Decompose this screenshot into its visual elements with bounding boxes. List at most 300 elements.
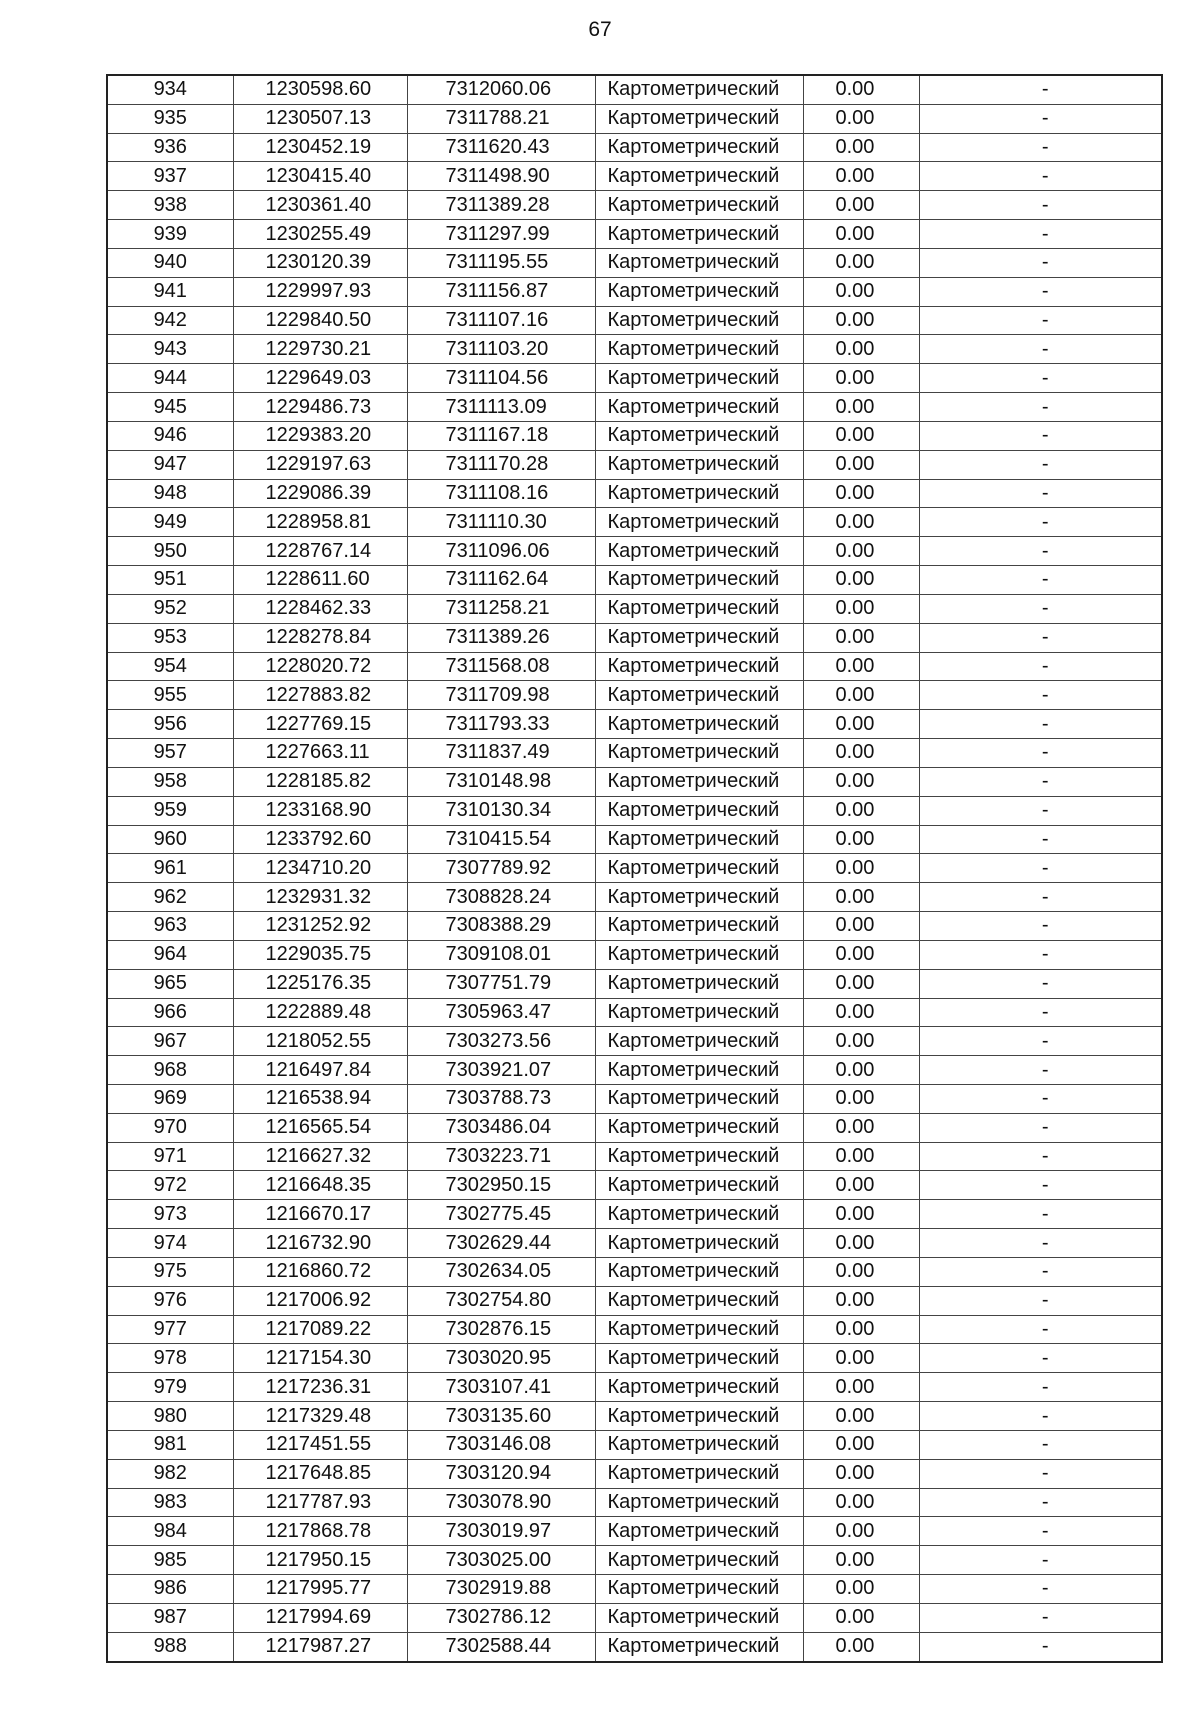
method-cell: Картометрический: [595, 479, 803, 508]
point-number-cell: 960: [107, 825, 233, 854]
error-cell: 0.00: [803, 508, 919, 537]
table-row: [107, 1286, 1162, 1315]
method-cell: Картометрический: [595, 998, 803, 1027]
x-coordinate-cell: 1217154.30: [233, 1344, 407, 1373]
x-coordinate-cell: 1230452.19: [233, 133, 407, 162]
note-cell: -: [919, 1575, 1162, 1604]
error-cell: 0.00: [803, 421, 919, 450]
x-coordinate-cell: 1230507.13: [233, 104, 407, 133]
table-row: [107, 537, 1162, 566]
error-cell: 0.00: [803, 1344, 919, 1373]
error-cell: 0.00: [803, 220, 919, 249]
error-cell: 0.00: [803, 335, 919, 364]
y-coordinate-cell: 7311107.16: [407, 306, 595, 335]
method-cell: Картометрический: [595, 1171, 803, 1200]
table-row: [107, 75, 1162, 104]
y-coordinate-cell: 7303025.00: [407, 1546, 595, 1575]
note-cell: -: [919, 566, 1162, 595]
x-coordinate-cell: 1228185.82: [233, 767, 407, 796]
point-number-cell: 976: [107, 1286, 233, 1315]
note-cell: -: [919, 1488, 1162, 1517]
table-row: [107, 739, 1162, 768]
point-number-cell: 987: [107, 1603, 233, 1632]
error-cell: 0.00: [803, 1459, 919, 1488]
note-cell: -: [919, 825, 1162, 854]
method-cell: Картометрический: [595, 1575, 803, 1604]
method-cell: Картометрический: [595, 1315, 803, 1344]
y-coordinate-cell: 7303921.07: [407, 1056, 595, 1085]
note-cell: -: [919, 1229, 1162, 1258]
note-cell: -: [919, 1056, 1162, 1085]
note-cell: -: [919, 594, 1162, 623]
note-cell: -: [919, 393, 1162, 422]
method-cell: Картометрический: [595, 594, 803, 623]
point-number-cell: 946: [107, 421, 233, 450]
error-cell: 0.00: [803, 854, 919, 883]
y-coordinate-cell: 7311096.06: [407, 537, 595, 566]
method-cell: Картометрический: [595, 104, 803, 133]
x-coordinate-cell: 1216670.17: [233, 1200, 407, 1229]
table-row: [107, 681, 1162, 710]
error-cell: 0.00: [803, 652, 919, 681]
y-coordinate-cell: 7311103.20: [407, 335, 595, 364]
table-row: [107, 479, 1162, 508]
table-row: [107, 652, 1162, 681]
error-cell: 0.00: [803, 825, 919, 854]
table-row: [107, 1517, 1162, 1546]
note-cell: -: [919, 681, 1162, 710]
error-cell: 0.00: [803, 1200, 919, 1229]
error-cell: 0.00: [803, 450, 919, 479]
method-cell: Картометрический: [595, 1488, 803, 1517]
point-number-cell: 937: [107, 162, 233, 191]
note-cell: -: [919, 1084, 1162, 1113]
coordinates-table-body: [107, 75, 1162, 1662]
point-number-cell: 942: [107, 306, 233, 335]
note-cell: -: [919, 1430, 1162, 1459]
y-coordinate-cell: 7311788.21: [407, 104, 595, 133]
method-cell: Картометрический: [595, 1344, 803, 1373]
table-row: [107, 1200, 1162, 1229]
method-cell: Картометрический: [595, 1546, 803, 1575]
point-number-cell: 964: [107, 940, 233, 969]
note-cell: -: [919, 710, 1162, 739]
table-row: [107, 1142, 1162, 1171]
table-row: [107, 1402, 1162, 1431]
note-cell: -: [919, 104, 1162, 133]
y-coordinate-cell: 7311837.49: [407, 739, 595, 768]
y-coordinate-cell: 7311297.99: [407, 220, 595, 249]
x-coordinate-cell: 1228020.72: [233, 652, 407, 681]
point-number-cell: 940: [107, 248, 233, 277]
note-cell: -: [919, 479, 1162, 508]
point-number-cell: 966: [107, 998, 233, 1027]
note-cell: -: [919, 883, 1162, 912]
x-coordinate-cell: 1216627.32: [233, 1142, 407, 1171]
error-cell: 0.00: [803, 1517, 919, 1546]
y-coordinate-cell: 7303120.94: [407, 1459, 595, 1488]
x-coordinate-cell: 1229997.93: [233, 277, 407, 306]
x-coordinate-cell: 1229197.63: [233, 450, 407, 479]
method-cell: Картометрический: [595, 1257, 803, 1286]
error-cell: 0.00: [803, 681, 919, 710]
error-cell: 0.00: [803, 277, 919, 306]
table-row: [107, 1344, 1162, 1373]
method-cell: Картометрический: [595, 1430, 803, 1459]
method-cell: Картометрический: [595, 623, 803, 652]
table-row: [107, 912, 1162, 941]
method-cell: Картометрический: [595, 1229, 803, 1258]
x-coordinate-cell: 1217089.22: [233, 1315, 407, 1344]
error-cell: 0.00: [803, 739, 919, 768]
point-number-cell: 951: [107, 566, 233, 595]
y-coordinate-cell: 7311195.55: [407, 248, 595, 277]
table-row: [107, 566, 1162, 595]
error-cell: 0.00: [803, 1286, 919, 1315]
x-coordinate-cell: 1227883.82: [233, 681, 407, 710]
method-cell: Картометрический: [595, 566, 803, 595]
point-number-cell: 957: [107, 739, 233, 768]
table-row: [107, 220, 1162, 249]
table-row: [107, 1113, 1162, 1142]
x-coordinate-cell: 1217995.77: [233, 1575, 407, 1604]
point-number-cell: 979: [107, 1373, 233, 1402]
point-number-cell: 947: [107, 450, 233, 479]
table-row: [107, 1027, 1162, 1056]
method-cell: Картометрический: [595, 796, 803, 825]
y-coordinate-cell: 7311110.30: [407, 508, 595, 537]
table-row: [107, 825, 1162, 854]
x-coordinate-cell: 1228767.14: [233, 537, 407, 566]
x-coordinate-cell: 1217987.27: [233, 1632, 407, 1661]
table-row: [107, 1315, 1162, 1344]
note-cell: -: [919, 1546, 1162, 1575]
table-row: [107, 1546, 1162, 1575]
y-coordinate-cell: 7302919.88: [407, 1575, 595, 1604]
point-number-cell: 949: [107, 508, 233, 537]
method-cell: Картометрический: [595, 1402, 803, 1431]
note-cell: -: [919, 796, 1162, 825]
x-coordinate-cell: 1227769.15: [233, 710, 407, 739]
method-cell: Картометрический: [595, 306, 803, 335]
method-cell: Картометрический: [595, 335, 803, 364]
x-coordinate-cell: 1230120.39: [233, 248, 407, 277]
y-coordinate-cell: 7308828.24: [407, 883, 595, 912]
y-coordinate-cell: 7303788.73: [407, 1084, 595, 1113]
error-cell: 0.00: [803, 1084, 919, 1113]
x-coordinate-cell: 1217868.78: [233, 1517, 407, 1546]
point-number-cell: 955: [107, 681, 233, 710]
point-number-cell: 981: [107, 1430, 233, 1459]
table-row: [107, 883, 1162, 912]
error-cell: 0.00: [803, 1603, 919, 1632]
table-row: [107, 767, 1162, 796]
table-row: [107, 1488, 1162, 1517]
method-cell: Картометрический: [595, 421, 803, 450]
y-coordinate-cell: 7311113.09: [407, 393, 595, 422]
y-coordinate-cell: 7311258.21: [407, 594, 595, 623]
error-cell: 0.00: [803, 248, 919, 277]
error-cell: 0.00: [803, 133, 919, 162]
table-row: [107, 594, 1162, 623]
x-coordinate-cell: 1217950.15: [233, 1546, 407, 1575]
table-row: [107, 1257, 1162, 1286]
error-cell: 0.00: [803, 537, 919, 566]
error-cell: 0.00: [803, 1142, 919, 1171]
error-cell: 0.00: [803, 1315, 919, 1344]
method-cell: Картометрический: [595, 912, 803, 941]
x-coordinate-cell: 1231252.92: [233, 912, 407, 941]
point-number-cell: 988: [107, 1632, 233, 1661]
y-coordinate-cell: 7311793.33: [407, 710, 595, 739]
point-number-cell: 968: [107, 1056, 233, 1085]
y-coordinate-cell: 7311389.28: [407, 191, 595, 220]
point-number-cell: 943: [107, 335, 233, 364]
x-coordinate-cell: 1225176.35: [233, 969, 407, 998]
x-coordinate-cell: 1217994.69: [233, 1603, 407, 1632]
note-cell: -: [919, 652, 1162, 681]
x-coordinate-cell: 1216860.72: [233, 1257, 407, 1286]
point-number-cell: 941: [107, 277, 233, 306]
table-row: [107, 969, 1162, 998]
method-cell: Картометрический: [595, 940, 803, 969]
x-coordinate-cell: 1217006.92: [233, 1286, 407, 1315]
error-cell: 0.00: [803, 1575, 919, 1604]
x-coordinate-cell: 1228611.60: [233, 566, 407, 595]
note-cell: -: [919, 1517, 1162, 1546]
note-cell: -: [919, 1373, 1162, 1402]
error-cell: 0.00: [803, 623, 919, 652]
method-cell: Картометрический: [595, 652, 803, 681]
x-coordinate-cell: 1217451.55: [233, 1430, 407, 1459]
note-cell: -: [919, 450, 1162, 479]
note-cell: -: [919, 1200, 1162, 1229]
error-cell: 0.00: [803, 1430, 919, 1459]
table-row: [107, 191, 1162, 220]
x-coordinate-cell: 1217329.48: [233, 1402, 407, 1431]
x-coordinate-cell: 1222889.48: [233, 998, 407, 1027]
x-coordinate-cell: 1232931.32: [233, 883, 407, 912]
point-number-cell: 980: [107, 1402, 233, 1431]
x-coordinate-cell: 1217236.31: [233, 1373, 407, 1402]
x-coordinate-cell: 1216648.35: [233, 1171, 407, 1200]
method-cell: Картометрический: [595, 450, 803, 479]
point-number-cell: 985: [107, 1546, 233, 1575]
note-cell: -: [919, 1113, 1162, 1142]
error-cell: 0.00: [803, 1373, 919, 1402]
point-number-cell: 948: [107, 479, 233, 508]
table-row: [107, 710, 1162, 739]
point-number-cell: 984: [107, 1517, 233, 1546]
y-coordinate-cell: 7311498.90: [407, 162, 595, 191]
table-row: [107, 1603, 1162, 1632]
error-cell: 0.00: [803, 940, 919, 969]
note-cell: -: [919, 998, 1162, 1027]
y-coordinate-cell: 7303146.08: [407, 1430, 595, 1459]
y-coordinate-cell: 7302876.15: [407, 1315, 595, 1344]
point-number-cell: 972: [107, 1171, 233, 1200]
point-number-cell: 934: [107, 75, 233, 104]
error-cell: 0.00: [803, 364, 919, 393]
method-cell: Картометрический: [595, 277, 803, 306]
error-cell: 0.00: [803, 1546, 919, 1575]
method-cell: Картометрический: [595, 537, 803, 566]
error-cell: 0.00: [803, 1257, 919, 1286]
table-row: [107, 421, 1162, 450]
point-number-cell: 952: [107, 594, 233, 623]
point-number-cell: 974: [107, 1229, 233, 1258]
note-cell: -: [919, 1027, 1162, 1056]
note-cell: -: [919, 1286, 1162, 1315]
method-cell: Картометрический: [595, 393, 803, 422]
point-number-cell: 945: [107, 393, 233, 422]
table-row: [107, 1459, 1162, 1488]
note-cell: -: [919, 421, 1162, 450]
error-cell: 0.00: [803, 1113, 919, 1142]
method-cell: Картометрический: [595, 1632, 803, 1661]
method-cell: Картометрический: [595, 883, 803, 912]
error-cell: 0.00: [803, 1056, 919, 1085]
method-cell: Картометрический: [595, 1286, 803, 1315]
y-coordinate-cell: 7303135.60: [407, 1402, 595, 1431]
point-number-cell: 944: [107, 364, 233, 393]
note-cell: -: [919, 1632, 1162, 1661]
x-coordinate-cell: 1233168.90: [233, 796, 407, 825]
error-cell: 0.00: [803, 162, 919, 191]
point-number-cell: 956: [107, 710, 233, 739]
method-cell: Картометрический: [595, 854, 803, 883]
x-coordinate-cell: 1217787.93: [233, 1488, 407, 1517]
note-cell: -: [919, 1603, 1162, 1632]
note-cell: -: [919, 854, 1162, 883]
table-row: [107, 796, 1162, 825]
x-coordinate-cell: 1216732.90: [233, 1229, 407, 1258]
method-cell: Картометрический: [595, 1603, 803, 1632]
point-number-cell: 977: [107, 1315, 233, 1344]
table-row: [107, 1575, 1162, 1604]
note-cell: -: [919, 220, 1162, 249]
x-coordinate-cell: 1230361.40: [233, 191, 407, 220]
point-number-cell: 982: [107, 1459, 233, 1488]
table-row: [107, 998, 1162, 1027]
method-cell: Картометрический: [595, 1027, 803, 1056]
table-row: [107, 1430, 1162, 1459]
table-row: [107, 1056, 1162, 1085]
y-coordinate-cell: 7311162.64: [407, 566, 595, 595]
error-cell: 0.00: [803, 1027, 919, 1056]
error-cell: 0.00: [803, 191, 919, 220]
x-coordinate-cell: 1229730.21: [233, 335, 407, 364]
y-coordinate-cell: 7307789.92: [407, 854, 595, 883]
error-cell: 0.00: [803, 1488, 919, 1517]
note-cell: -: [919, 940, 1162, 969]
table-row: [107, 508, 1162, 537]
y-coordinate-cell: 7311167.18: [407, 421, 595, 450]
table-row: [107, 1171, 1162, 1200]
note-cell: -: [919, 1257, 1162, 1286]
x-coordinate-cell: 1229383.20: [233, 421, 407, 450]
table-row: [107, 335, 1162, 364]
method-cell: Картометрический: [595, 710, 803, 739]
x-coordinate-cell: 1229486.73: [233, 393, 407, 422]
y-coordinate-cell: 7311568.08: [407, 652, 595, 681]
method-cell: Картометрический: [595, 1459, 803, 1488]
point-number-cell: 986: [107, 1575, 233, 1604]
x-coordinate-cell: 1234710.20: [233, 854, 407, 883]
method-cell: Картометрический: [595, 1200, 803, 1229]
error-cell: 0.00: [803, 1402, 919, 1431]
method-cell: Картометрический: [595, 1517, 803, 1546]
method-cell: Картометрический: [595, 969, 803, 998]
method-cell: Картометрический: [595, 1142, 803, 1171]
y-coordinate-cell: 7311108.16: [407, 479, 595, 508]
point-number-cell: 954: [107, 652, 233, 681]
y-coordinate-cell: 7311709.98: [407, 681, 595, 710]
note-cell: -: [919, 364, 1162, 393]
table-row: [107, 1373, 1162, 1402]
point-number-cell: 978: [107, 1344, 233, 1373]
x-coordinate-cell: 1229649.03: [233, 364, 407, 393]
note-cell: -: [919, 1459, 1162, 1488]
table-row: [107, 133, 1162, 162]
note-cell: -: [919, 739, 1162, 768]
table-row: [107, 1632, 1162, 1661]
x-coordinate-cell: 1230598.60: [233, 75, 407, 104]
y-coordinate-cell: 7305963.47: [407, 998, 595, 1027]
note-cell: -: [919, 623, 1162, 652]
table-row: [107, 248, 1162, 277]
y-coordinate-cell: 7303019.97: [407, 1517, 595, 1546]
note-cell: -: [919, 537, 1162, 566]
y-coordinate-cell: 7303486.04: [407, 1113, 595, 1142]
error-cell: 0.00: [803, 566, 919, 595]
error-cell: 0.00: [803, 912, 919, 941]
y-coordinate-cell: 7307751.79: [407, 969, 595, 998]
point-number-cell: 935: [107, 104, 233, 133]
y-coordinate-cell: 7302786.12: [407, 1603, 595, 1632]
error-cell: 0.00: [803, 767, 919, 796]
coordinates-table: [106, 74, 1163, 1663]
point-number-cell: 973: [107, 1200, 233, 1229]
point-number-cell: 963: [107, 912, 233, 941]
x-coordinate-cell: 1233792.60: [233, 825, 407, 854]
table-row: [107, 1229, 1162, 1258]
note-cell: -: [919, 1315, 1162, 1344]
table-row: [107, 364, 1162, 393]
error-cell: 0.00: [803, 1229, 919, 1258]
y-coordinate-cell: 7302775.45: [407, 1200, 595, 1229]
point-number-cell: 939: [107, 220, 233, 249]
y-coordinate-cell: 7309108.01: [407, 940, 595, 969]
note-cell: -: [919, 133, 1162, 162]
point-number-cell: 969: [107, 1084, 233, 1113]
table-row: [107, 306, 1162, 335]
error-cell: 0.00: [803, 479, 919, 508]
point-number-cell: 975: [107, 1257, 233, 1286]
error-cell: 0.00: [803, 75, 919, 104]
table-row: [107, 450, 1162, 479]
method-cell: Картометрический: [595, 248, 803, 277]
y-coordinate-cell: 7303078.90: [407, 1488, 595, 1517]
page-number: 67: [588, 18, 612, 41]
table-row: [107, 940, 1162, 969]
note-cell: -: [919, 248, 1162, 277]
point-number-cell: 959: [107, 796, 233, 825]
method-cell: Картометрический: [595, 162, 803, 191]
method-cell: Картометрический: [595, 75, 803, 104]
y-coordinate-cell: 7302588.44: [407, 1632, 595, 1661]
error-cell: 0.00: [803, 393, 919, 422]
